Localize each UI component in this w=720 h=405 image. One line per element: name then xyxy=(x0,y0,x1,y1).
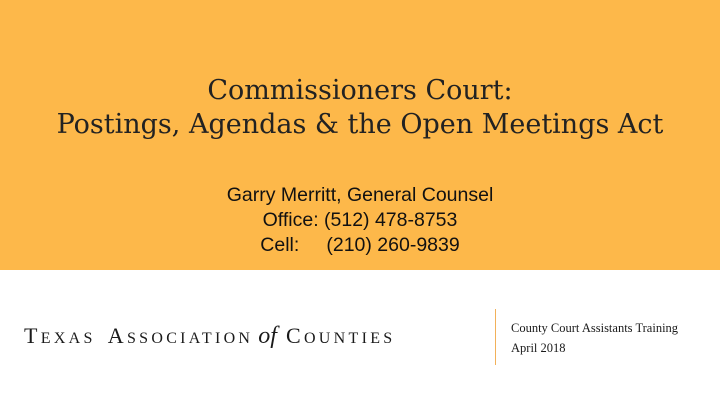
logo-divider xyxy=(495,309,496,365)
cell-phone: Cell: (210) 260-9839 xyxy=(260,234,460,256)
event-name: County Court Assistants Training xyxy=(511,321,679,335)
office-phone: Office: (512) 478-8753 xyxy=(262,209,458,231)
title-line-1: Commissioners Court: xyxy=(207,75,513,106)
tac-logo xyxy=(24,323,395,352)
title-line-2: Postings, Agendas & the Open Meetings Act xyxy=(56,109,664,140)
slide-title xyxy=(0,74,720,142)
logo-word-ounties: OUNTIES xyxy=(303,330,396,347)
logo-letter-c: C xyxy=(285,323,304,348)
logo-letter-a: A xyxy=(107,323,127,348)
logo-word-exas: EXAS xyxy=(40,330,96,347)
presenter-name: Garry Merritt, General Counsel xyxy=(226,184,494,206)
logo-letter-t: T xyxy=(24,323,41,348)
logo-word-ssociation: SSOCIATION xyxy=(126,330,254,347)
event-date: April 2018 xyxy=(511,341,566,355)
event-info xyxy=(511,318,678,358)
logo-word-of: of xyxy=(258,323,277,349)
presenter-info xyxy=(0,183,720,258)
